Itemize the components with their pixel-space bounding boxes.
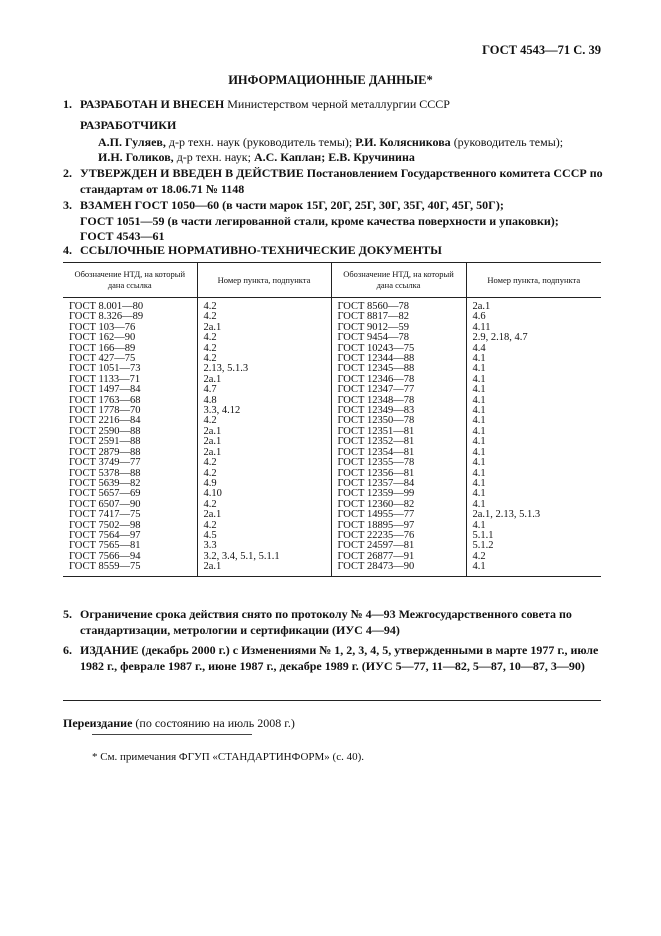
- table-row: [63, 354, 601, 364]
- clause-number-cell: 4.1: [466, 500, 601, 510]
- clause-number-cell: 3.3: [197, 541, 331, 551]
- column-header: Обозначение НТД, на который дана ссылка: [63, 263, 197, 298]
- clause-number-cell: 4.1: [466, 406, 601, 416]
- clause-number-cell: 2а.1: [197, 323, 331, 333]
- ntd-designation-cell: ГОСТ 9454—78: [331, 333, 466, 343]
- clause-number-cell: 4.2: [197, 416, 331, 426]
- ntd-designation-cell: ГОСТ 12352—81: [331, 437, 466, 447]
- clause-number-cell: 4.9: [197, 479, 331, 489]
- clause-number-cell: 4.2: [466, 552, 601, 562]
- clause-number-cell: 4.1: [466, 385, 601, 395]
- author-role: д-р техн. наук;: [173, 150, 254, 164]
- author-role: д-р техн. наук (руководитель темы);: [165, 135, 356, 149]
- ntd-designation-cell: ГОСТ 12348—78: [331, 396, 466, 406]
- section-1-lead: РАЗРАБОТАН И ВНЕСЕН: [80, 97, 225, 111]
- column-header: Номер пункта, подпункта: [466, 263, 601, 298]
- ntd-designation-cell: ГОСТ 12355—78: [331, 458, 466, 468]
- authors-list: [98, 135, 603, 165]
- author-name: Р.И. Колясникова: [355, 135, 451, 149]
- ntd-designation-cell: ГОСТ 8559—75: [63, 562, 197, 576]
- footnote: * См. примечания ФГУП «СТАНДАРТИНФОРМ» (с. 40).: [92, 751, 364, 763]
- table-row: [63, 333, 601, 343]
- clause-number-cell: 4.1: [466, 562, 601, 576]
- section-number: 6.: [63, 643, 72, 657]
- references-table-body: [63, 298, 601, 577]
- clause-number-cell: 4.1: [466, 364, 601, 374]
- section-6: [63, 643, 603, 674]
- clause-number-cell: 3.3, 4.12: [197, 406, 331, 416]
- section-3-line: ГОСТ 4543—61: [80, 229, 165, 243]
- table-row: [63, 552, 601, 562]
- page-title: ИНФОРМАЦИОННЫЕ ДАННЫЕ*: [228, 73, 433, 87]
- section-number: 5.: [63, 607, 72, 621]
- section-3-line: ВЗАМЕН ГОСТ 1050—60 (в части марок 15Г, 20Г, 25Г, 30Г, 35Г, 40Г, 45Г, 50Г);: [80, 198, 504, 212]
- ntd-designation-cell: ГОСТ 12360—82: [331, 500, 466, 510]
- ntd-designation-cell: ГОСТ 12350—78: [331, 416, 466, 426]
- ntd-designation-cell: ГОСТ 1051—73: [69, 363, 141, 375]
- ntd-designation-cell: ГОСТ 7417—75: [69, 509, 141, 521]
- ntd-designation-cell: ГОСТ 5378—88: [69, 467, 141, 479]
- reprint-label: Переиздание: [63, 716, 133, 730]
- clause-number-cell: 4.1: [466, 437, 601, 447]
- ntd-designation-cell: ГОСТ 12357—84: [331, 479, 466, 489]
- clause-number-cell: 4.2: [197, 312, 331, 322]
- column-header: Обозначение НТД, на который дана ссылка: [331, 263, 466, 298]
- clause-number-cell: 2а.1: [197, 375, 331, 385]
- clause-number-cell: 3.2, 3.4, 5.1, 5.1.1: [197, 552, 331, 562]
- clause-number-cell: 4.6: [466, 312, 601, 322]
- table-row: [63, 437, 601, 447]
- ntd-designation-cell: ГОСТ 162—90: [69, 332, 136, 344]
- table-row: [63, 427, 601, 437]
- clause-number-cell: 4.10: [197, 489, 331, 499]
- clause-number-cell: 4.2: [197, 354, 331, 364]
- ntd-designation-cell: ГОСТ 7502—98: [69, 519, 141, 531]
- clause-number-cell: 2.13, 5.1.3: [197, 364, 331, 374]
- section-6-text: ИЗДАНИЕ (декабрь 2000 г.) с Изменениями № 1, 2, 3, 4, 5, утвержденными в марте 1977 г., июле 1982 г., феврале 1987 г., июне 1987 г., декабре 1989 г. (ИУС 5—77, 11—82, 5—87, 10—87, 3—90): [80, 643, 599, 673]
- ntd-designation-cell: ГОСТ 12345—88: [331, 364, 466, 374]
- clause-number-cell: 4.8: [197, 396, 331, 406]
- ntd-designation-cell: ГОСТ 1763—68: [69, 394, 141, 406]
- ntd-designation-cell: ГОСТ 8.326—89: [69, 311, 144, 323]
- clause-number-cell: 2а.1: [197, 437, 331, 447]
- author-name: А.П. Гуляев,: [98, 135, 166, 149]
- clause-number-cell: 5.1.2: [466, 541, 601, 551]
- section-3: [63, 198, 603, 245]
- ntd-designation-cell: ГОСТ 3749—77: [69, 457, 141, 469]
- ntd-designation-cell: ГОСТ 12346—78: [331, 375, 466, 385]
- ntd-designation-cell: ГОСТ 2591—88: [69, 436, 141, 448]
- ntd-designation-cell: ГОСТ 22235—76: [331, 531, 466, 541]
- ntd-designation-cell: ГОСТ 2879—88: [69, 446, 141, 458]
- table-row: [63, 406, 601, 416]
- ntd-designation-cell: ГОСТ 24597—81: [331, 541, 466, 551]
- author-name: А.С. Каплан; Е.В. Кручинина: [253, 150, 415, 164]
- clause-number-cell: 2а.1: [197, 562, 331, 576]
- section-number: 4.: [63, 243, 72, 257]
- author-role: (руководитель темы);: [450, 135, 564, 149]
- ntd-designation-cell: ГОСТ 166—89: [69, 342, 136, 354]
- ntd-designation-cell: ГОСТ 6507—90: [69, 498, 141, 510]
- ntd-designation-cell: ГОСТ 12351—81: [331, 427, 466, 437]
- clause-number-cell: 2а.1: [466, 298, 601, 313]
- clause-number-cell: 4.4: [466, 344, 601, 354]
- table-row: [63, 344, 601, 354]
- ntd-designation-cell: ГОСТ 12356—81: [331, 469, 466, 479]
- section-number: 2.: [63, 166, 72, 180]
- section-5-text: Ограничение срока действия снято по протоколу № 4—93 Межгосударственного совета по стандартизации, метрологии и сертификации (ИУС 4—94): [80, 607, 572, 637]
- ntd-designation-cell: ГОСТ 5657—69: [69, 488, 141, 500]
- ntd-designation-cell: ГОСТ 7564—97: [69, 529, 141, 541]
- ntd-designation-cell: ГОСТ 12349—83: [331, 406, 466, 416]
- developers-heading: РАЗРАБОТЧИКИ: [80, 118, 177, 132]
- section-number: 1.: [63, 97, 72, 111]
- ntd-designation-cell: ГОСТ 8560—78: [331, 298, 466, 313]
- section-1-text: Министерством черной металлургии СССР: [224, 97, 450, 111]
- reprint-text: (по состоянию на июль 2008 г.): [132, 716, 295, 730]
- clause-number-cell: 2а.1, 2.13, 5.1.3: [466, 510, 601, 520]
- clause-number-cell: 4.2: [197, 298, 331, 313]
- clause-number-cell: 4.1: [466, 375, 601, 385]
- table-row: [63, 510, 601, 520]
- clause-number-cell: 4.1: [466, 489, 601, 499]
- ntd-designation-cell: ГОСТ 10243—75: [331, 344, 466, 354]
- table-row: [63, 312, 601, 322]
- table-row: [63, 531, 601, 541]
- table-row: [63, 489, 601, 499]
- table-row: [63, 385, 601, 395]
- table-row: [63, 541, 601, 551]
- ntd-designation-cell: ГОСТ 5639—82: [69, 477, 141, 489]
- table-row: [63, 458, 601, 468]
- table-row: [63, 562, 601, 576]
- clause-number-cell: 2а.1: [197, 427, 331, 437]
- clause-number-cell: 4.1: [466, 427, 601, 437]
- ntd-designation-cell: ГОСТ 28473—90: [331, 562, 466, 576]
- table-row: [63, 375, 601, 385]
- table-row: [63, 416, 601, 426]
- clause-number-cell: 4.2: [197, 500, 331, 510]
- author-name: И.Н. Голиков,: [98, 150, 174, 164]
- table-row: [63, 521, 601, 531]
- ntd-designation-cell: ГОСТ 12359—99: [331, 489, 466, 499]
- clause-number-cell: 4.1: [466, 458, 601, 468]
- ntd-designation-cell: ГОСТ 2216—84: [69, 415, 141, 427]
- section-5: [63, 607, 603, 638]
- table-row: [63, 396, 601, 406]
- section-1: [63, 97, 603, 113]
- section-number: 3.: [63, 198, 72, 212]
- ntd-designation-cell: ГОСТ 1497—84: [69, 384, 141, 396]
- clause-number-cell: 4.1: [466, 448, 601, 458]
- clause-number-cell: 5.1.1: [466, 531, 601, 541]
- clause-number-cell: 4.11: [466, 323, 601, 333]
- ntd-designation-cell: ГОСТ 12354—81: [331, 448, 466, 458]
- clause-number-cell: 4.2: [197, 521, 331, 531]
- section-2-text: Постановлением Государственного комитета СССР по стандартам от 18.06.71 № 1148: [80, 166, 603, 196]
- table-row: [63, 479, 601, 489]
- clause-number-cell: 4.1: [466, 396, 601, 406]
- ntd-designation-cell: ГОСТ 8817—82: [331, 312, 466, 322]
- table-row: [63, 364, 601, 374]
- clause-number-cell: 4.1: [466, 416, 601, 426]
- reprint-note: [63, 716, 295, 731]
- section-4: [63, 243, 603, 259]
- clause-number-cell: 4.1: [466, 479, 601, 489]
- references-table: [63, 262, 601, 577]
- ntd-designation-cell: ГОСТ 1133—71: [69, 373, 141, 385]
- section-4-title: ССЫЛОЧНЫЕ НОРМАТИВНО-ТЕХНИЧЕСКИЕ ДОКУМЕНТЫ: [80, 243, 442, 257]
- ntd-designation-cell: ГОСТ 7566—94: [69, 550, 141, 562]
- clause-number-cell: 4.2: [197, 458, 331, 468]
- column-header: Номер пункта, подпункта: [197, 263, 331, 298]
- table-row: [63, 448, 601, 458]
- ntd-designation-cell: ГОСТ 103—76: [69, 321, 136, 333]
- clause-number-cell: 2а.1: [197, 510, 331, 520]
- clause-number-cell: 4.5: [197, 531, 331, 541]
- ntd-designation-cell: ГОСТ 14955—77: [331, 510, 466, 520]
- clause-number-cell: 2.9, 2.18, 4.7: [466, 333, 601, 343]
- running-header: ГОСТ 4543—71 С. 39: [482, 43, 601, 57]
- ntd-designation-cell: ГОСТ 26877—91: [331, 552, 466, 562]
- table-row: [63, 469, 601, 479]
- footnote-divider: [92, 734, 252, 735]
- ntd-designation-cell: ГОСТ 9012—59: [331, 323, 466, 333]
- ntd-designation-cell: ГОСТ 12347—77: [331, 385, 466, 395]
- ntd-designation-cell: ГОСТ 12344—88: [331, 354, 466, 364]
- clause-number-cell: 4.2: [197, 344, 331, 354]
- ntd-designation-cell: ГОСТ 8.001—80: [69, 301, 144, 312]
- clause-number-cell: 4.2: [197, 469, 331, 479]
- ntd-designation-cell: ГОСТ 7565—81: [69, 540, 141, 552]
- clause-number-cell: 2а.1: [197, 448, 331, 458]
- ntd-designation-cell: ГОСТ 18895—97: [331, 521, 466, 531]
- clause-number-cell: 4.2: [197, 333, 331, 343]
- table-row: [63, 298, 601, 313]
- section-3-line: ГОСТ 1051—59 (в части легированной стали, кроме качества поверхности и упаковки);: [80, 213, 559, 228]
- ntd-designation-cell: ГОСТ 1778—70: [69, 405, 141, 417]
- section-2-lead: УТВЕРЖДЕН И ВВЕДЕН В ДЕЙСТВИЕ: [80, 166, 304, 180]
- clause-number-cell: 4.1: [466, 354, 601, 364]
- section-2: [63, 166, 603, 197]
- divider: [63, 700, 601, 701]
- ntd-designation-cell: ГОСТ 2590—88: [69, 425, 141, 437]
- ntd-designation-cell: ГОСТ 427—75: [69, 353, 136, 365]
- clause-number-cell: 4.7: [197, 385, 331, 395]
- clause-number-cell: 4.1: [466, 521, 601, 531]
- clause-number-cell: 4.1: [466, 469, 601, 479]
